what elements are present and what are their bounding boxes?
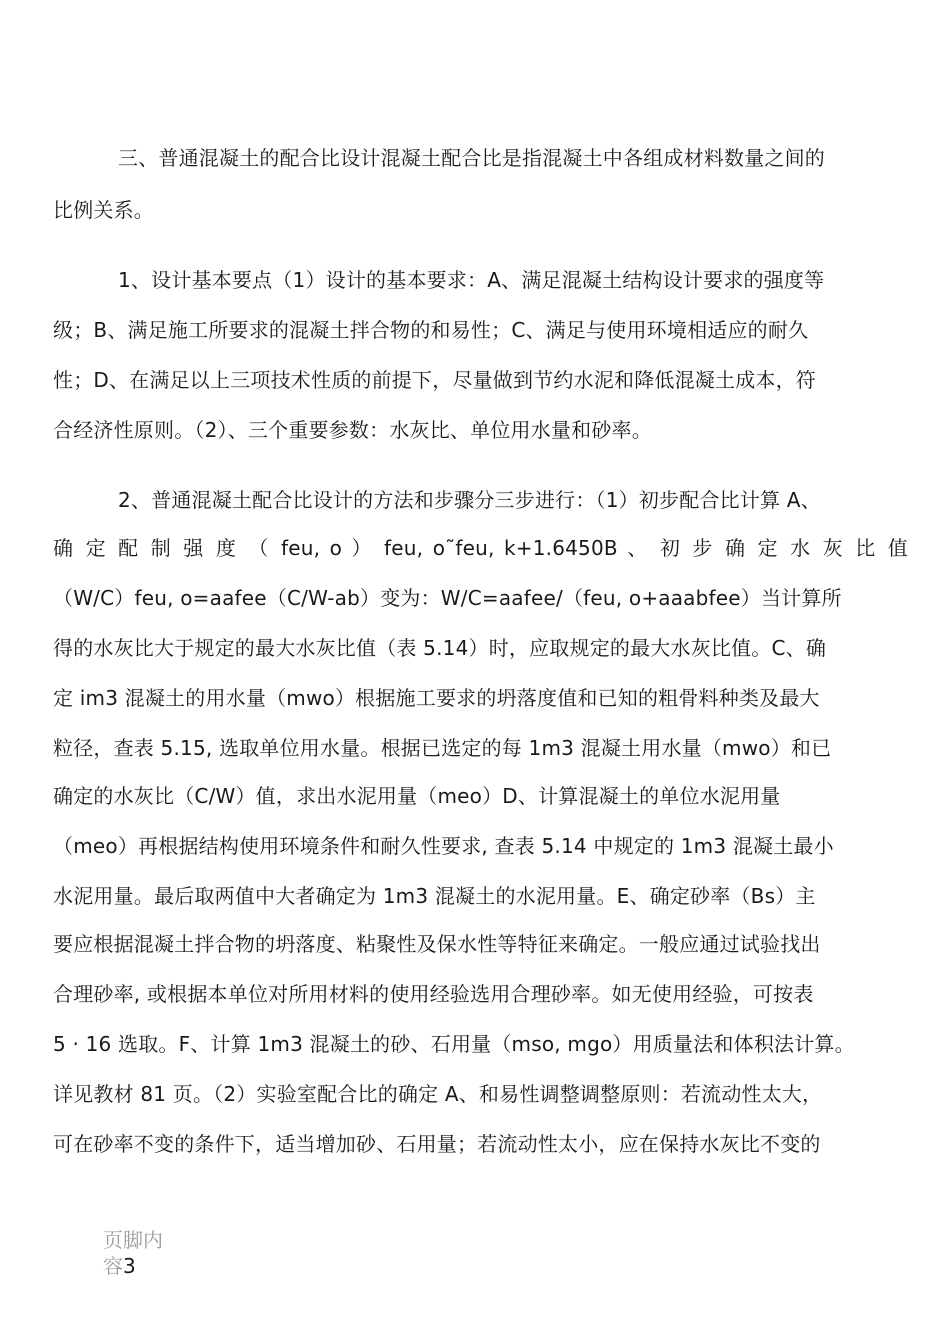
paragraph-line: 要应根据混凝土拌合物的坍落度、粘聚性及保水性等特征来确定。一般应通过试验找出 <box>53 932 821 956</box>
footer-label-line2 <box>103 1253 183 1279</box>
paragraph-line: 确 定 配 制 强 度 （ feu, o ） feu, o˜feu, k+1.6450B 、 初 步 确 定 水 灰 比 值 <box>53 536 908 560</box>
paragraph-line: 5 · 16 选取。F、计算 1m3 混凝土的砂、石用量（mso, mgo）用质量法和体积法计算。 <box>53 1032 855 1056</box>
paragraph-line: 1、设计基本要点（1）设计的基本要求：A、满足混凝土结构设计要求的强度等 <box>118 268 825 292</box>
paragraph-line: 2、普通混凝土配合比设计的方法和步骤分三步进行：（1）初步配合比计算 A、 <box>118 488 821 512</box>
footer-label-text: 容 <box>103 1254 123 1278</box>
paragraph-line: 确定的水灰比（C/W）值，求出水泥用量（meo）D、计算混凝土的单位水泥用量 <box>53 784 781 808</box>
footer-label-line1: 页脚内 <box>103 1228 163 1252</box>
paragraph-line: 级；B、满足施工所要求的混凝土拌合物的和易性；C、满足与使用环境相适应的耐久 <box>53 318 809 342</box>
paragraph-line: 性；D、在满足以上三项技术性质的前提下，尽量做到节约水泥和降低混凝土成本，符 <box>53 368 816 392</box>
paragraph-line: 合经济性原则。（2）、三个重要参数：水灰比、单位用水量和砂率。 <box>53 418 652 442</box>
paragraph-line: 水泥用量。最后取两值中大者确定为 1m3 混凝土的水泥用量。E、确定砂率（Bs）主 <box>53 884 816 908</box>
paragraph-line: （W/C）feu, o=aafee（C/W-ab）变为：W/C=aafee/（feu, o+aaabfee）当计算所 <box>53 586 842 610</box>
paragraph-line: 粒径，查表 5.15, 选取单位用水量。根据已选定的每 1m3 混凝土用水量（mwo）和已 <box>53 736 832 760</box>
paragraph-line: 得的水灰比大于规定的最大水灰比值（表 5.14）时，应取规定的最大水灰比值。C、确 <box>53 636 827 660</box>
paragraph-line: 可在砂率不变的条件下，适当增加砂、石用量；若流动性太小，应在保持水灰比不变的 <box>53 1132 821 1156</box>
paragraph-line: 详见教材 81 页。（2）实验室配合比的确定 A、和易性调整调整原则：若流动性太大， <box>53 1082 823 1106</box>
paragraph-line: 三、普通混凝土的配合比设计混凝土配合比是指混凝土中各组成材料数量之间的 <box>118 146 825 170</box>
paragraph-line: 合理砂率, 或根据本单位对所用材料的使用经验选用合理砂率。如无使用经验，可按表 <box>53 982 814 1006</box>
paragraph-line: 定 im3 混凝土的用水量（mwo）根据施工要求的坍落度值和已知的粗骨料种类及最大 <box>53 686 820 710</box>
page-footer <box>103 1227 183 1279</box>
paragraph-line: （meo）再根据结构使用环境条件和耐久性要求, 查表 5.14 中规定的 1m3 混凝土最小 <box>53 834 834 858</box>
paragraph-line: 比例关系。 <box>53 198 154 222</box>
page-number: 3 <box>123 1254 136 1278</box>
